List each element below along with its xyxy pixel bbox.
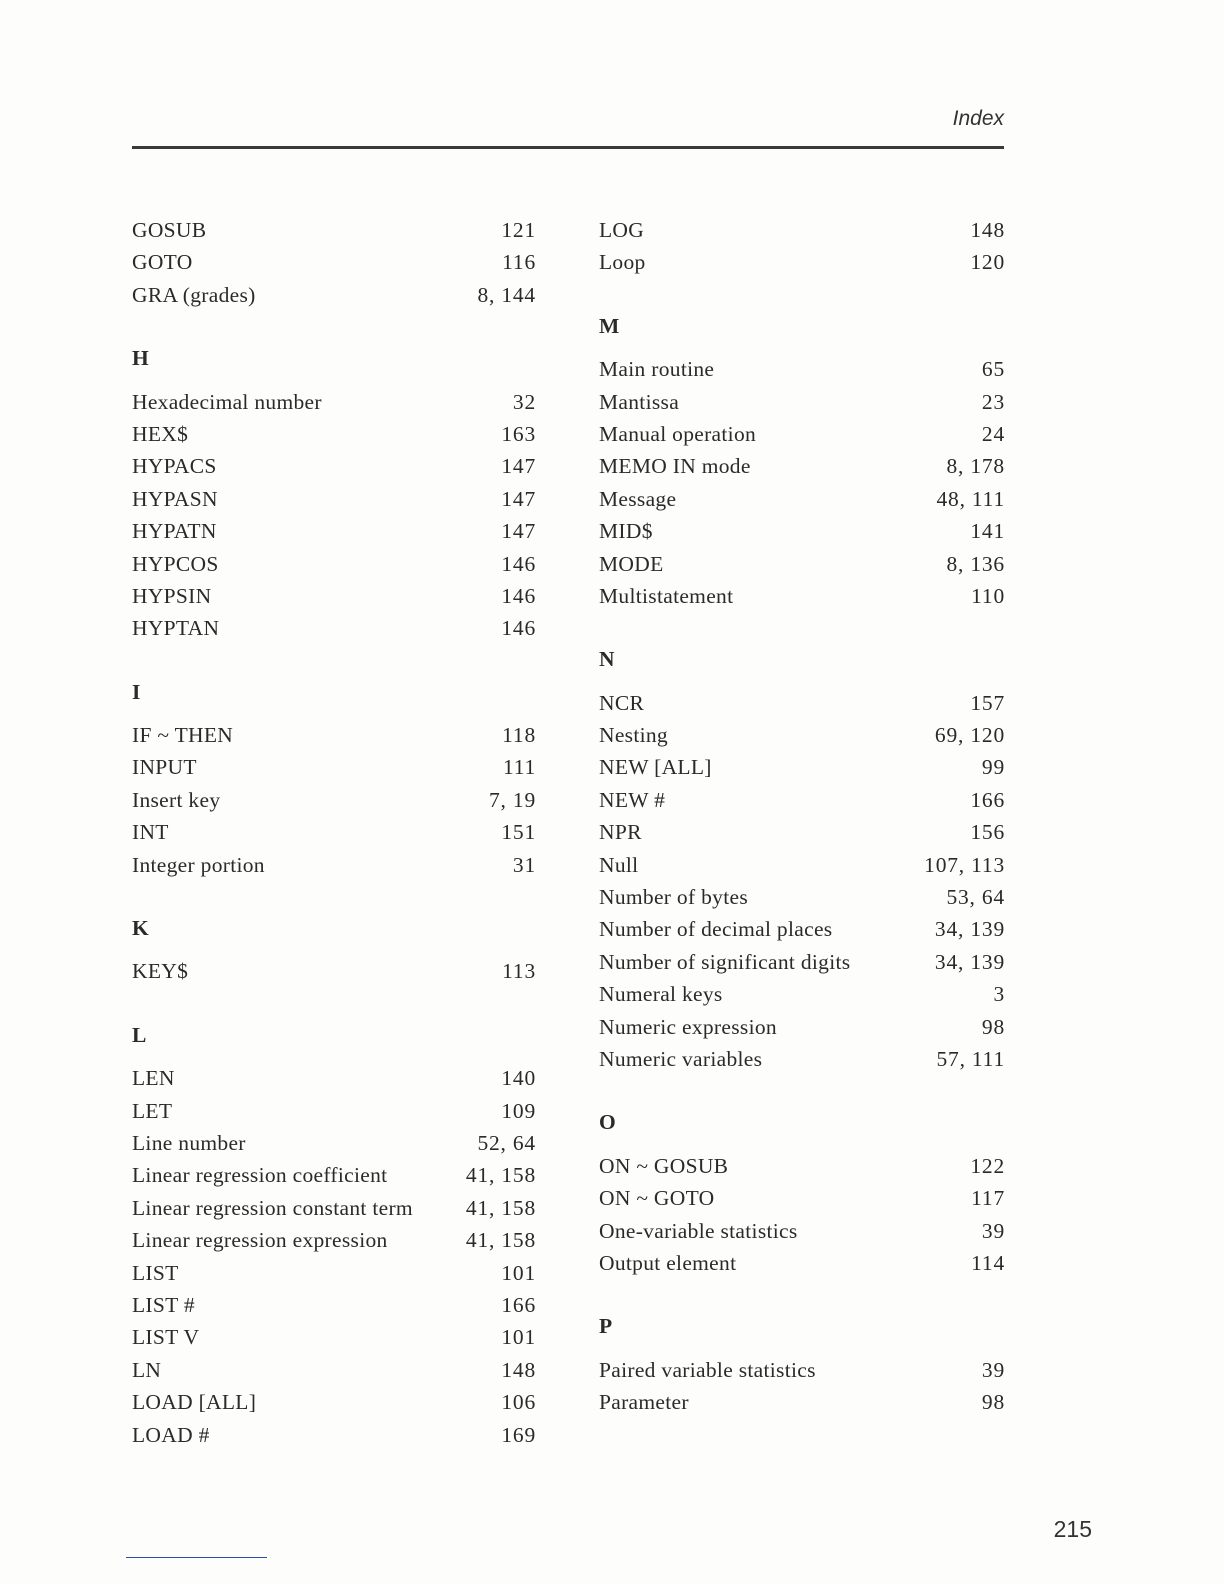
index-term: LOG xyxy=(599,218,645,242)
index-term: INT xyxy=(132,820,169,845)
index-term: LIST xyxy=(132,1260,179,1285)
index-entry xyxy=(132,386,536,418)
index-entry xyxy=(132,548,536,580)
index-term: LOAD # xyxy=(132,1422,210,1447)
index-entry xyxy=(599,483,1005,515)
index-pages: 52, 64 xyxy=(477,1130,536,1155)
section-letter: P xyxy=(599,1314,613,1339)
index-term: One-variable statistics xyxy=(599,1218,798,1243)
index-pages: 69, 120 xyxy=(934,723,1005,748)
index-pages: 41, 158 xyxy=(465,1195,536,1220)
index-pages: 146 xyxy=(501,616,536,641)
index-term: Linear regression constant term xyxy=(132,1195,413,1220)
index-term: Line number xyxy=(132,1130,246,1155)
index-term: HYPACS xyxy=(132,454,217,479)
index-term: Hexadecimal number xyxy=(132,389,322,414)
index-entry xyxy=(599,913,1005,945)
running-header-title: Index xyxy=(952,107,1004,130)
index-entry xyxy=(599,816,1005,848)
index-term: Message xyxy=(599,486,677,511)
index-pages: 114 xyxy=(971,1250,1005,1275)
index-pages: 23 xyxy=(981,389,1005,414)
index-entry xyxy=(599,515,1005,547)
index-term: Mantissa xyxy=(599,389,680,414)
index-entry xyxy=(599,1011,1005,1043)
index-term: HYPATN xyxy=(132,519,217,544)
page-number: 215 xyxy=(1053,1516,1092,1542)
index-term: IF ~ THEN xyxy=(132,723,234,748)
index-pages: 157 xyxy=(970,690,1005,715)
index-entry xyxy=(132,1192,536,1224)
index-pages: 39 xyxy=(981,1357,1005,1382)
index-term: LET xyxy=(132,1098,173,1123)
index-term: Parameter xyxy=(599,1390,689,1415)
index-term: Linear regression coefficient xyxy=(132,1163,388,1188)
index-term: Manual operation xyxy=(599,421,757,446)
index-term: Output element xyxy=(599,1250,737,1275)
section-letter: N xyxy=(599,647,615,672)
index-term: GRA (grades) xyxy=(132,282,256,307)
index-term: GOSUB xyxy=(132,218,207,242)
index-term: Paired variable statistics xyxy=(599,1357,816,1382)
index-term: HYPCOS xyxy=(132,551,219,576)
index-term: INPUT xyxy=(132,755,197,780)
index-term: Loop xyxy=(599,250,646,275)
index-pages: 166 xyxy=(970,787,1005,812)
index-entry xyxy=(599,214,1005,246)
index-entry xyxy=(599,784,1005,816)
index-pages: 41, 158 xyxy=(465,1163,536,1188)
index-pages: 8, 144 xyxy=(477,282,536,307)
index-term: Multistatement xyxy=(599,583,734,608)
index-pages: 7, 19 xyxy=(489,787,536,812)
index-pages: 113 xyxy=(502,959,536,984)
index-pages: 39 xyxy=(981,1218,1005,1243)
index-pages: 109 xyxy=(501,1098,536,1123)
index-pages: 41, 158 xyxy=(465,1228,536,1253)
index-pages: 99 xyxy=(981,755,1005,780)
index-pages: 116 xyxy=(502,250,536,275)
index-term: NEW # xyxy=(599,787,666,812)
index-entry xyxy=(599,1182,1005,1214)
index-pages: 31 xyxy=(512,852,536,877)
index-entry xyxy=(132,612,536,644)
index-term: LOAD [ALL] xyxy=(132,1390,257,1415)
index-term: HYPASN xyxy=(132,486,218,511)
index-pages: 65 xyxy=(981,357,1005,382)
index-entry xyxy=(599,849,1005,881)
index-pages: 53, 64 xyxy=(946,885,1005,910)
index-entry xyxy=(599,1043,1005,1075)
index-entry xyxy=(599,1215,1005,1247)
index-entry xyxy=(599,1247,1005,1279)
index-term: HEX$ xyxy=(132,421,189,446)
index-term: NPR xyxy=(599,820,642,845)
index-entry xyxy=(132,1095,536,1127)
index-pages: 34, 139 xyxy=(934,949,1005,974)
index-entry xyxy=(132,719,536,751)
index-entry xyxy=(132,279,536,311)
index-pages: 111 xyxy=(502,755,536,780)
index-term: Number of decimal places xyxy=(599,917,833,942)
index-term: GOTO xyxy=(132,250,193,275)
index-term: LEN xyxy=(132,1066,175,1091)
index-pages: 122 xyxy=(970,1153,1005,1178)
index-pages: 156 xyxy=(970,820,1005,845)
index-pages: 117 xyxy=(971,1186,1005,1211)
index-pages: 147 xyxy=(501,486,536,511)
index-entry xyxy=(599,687,1005,719)
section-letter: K xyxy=(132,916,149,941)
index-entry xyxy=(132,515,536,547)
index-pages: 120 xyxy=(970,250,1005,275)
index-pages: 101 xyxy=(501,1260,536,1285)
index-entry xyxy=(599,450,1005,482)
index-entry xyxy=(132,1257,536,1289)
index-entry xyxy=(599,386,1005,418)
index-pages: 163 xyxy=(501,421,536,446)
index-entry xyxy=(599,719,1005,751)
index-pages: 151 xyxy=(501,820,536,845)
index-term: HYPTAN xyxy=(132,616,220,641)
index-entry xyxy=(132,483,536,515)
index-entry xyxy=(132,580,536,612)
index-pages: 107, 113 xyxy=(924,852,1005,877)
index-pages: 98 xyxy=(981,1014,1005,1039)
index-entry xyxy=(599,1386,1005,1418)
index-term: ON ~ GOTO xyxy=(599,1186,715,1211)
index-entry xyxy=(132,214,536,246)
index-entry xyxy=(132,1159,536,1191)
index-entry xyxy=(132,849,536,881)
index-term: Main routine xyxy=(599,357,715,382)
index-entry xyxy=(132,246,536,278)
header-rule xyxy=(132,146,1004,149)
index-entry xyxy=(599,580,1005,612)
index-term: Insert key xyxy=(132,787,221,812)
index-entry xyxy=(132,1062,536,1094)
index-entry xyxy=(132,1419,536,1451)
index-pages: 146 xyxy=(501,551,536,576)
footer-rule xyxy=(126,1557,267,1558)
index-pages: 24 xyxy=(981,421,1005,446)
index-pages: 34, 139 xyxy=(934,917,1005,942)
index-term: Nesting xyxy=(599,723,668,748)
index-term: Numeric variables xyxy=(599,1046,763,1071)
index-pages: 148 xyxy=(501,1357,536,1382)
index-entry xyxy=(132,1321,536,1353)
index-entry xyxy=(599,548,1005,580)
section-letter: M xyxy=(599,313,620,338)
section-letter: I xyxy=(132,679,141,704)
index-term: ON ~ GOSUB xyxy=(599,1153,729,1178)
index-pages: 147 xyxy=(501,454,536,479)
index-pages: 148 xyxy=(970,218,1005,242)
section-letter: H xyxy=(132,346,149,371)
index-pages: 57, 111 xyxy=(936,1046,1005,1071)
index-term: MID$ xyxy=(599,519,653,544)
index-pages: 48, 111 xyxy=(936,486,1005,511)
index-entry xyxy=(599,1150,1005,1182)
index-term: Number of bytes xyxy=(599,885,748,910)
index-pages: 121 xyxy=(501,218,536,242)
index-term: LN xyxy=(132,1357,162,1382)
index-pages: 118 xyxy=(502,723,536,748)
index-entry xyxy=(132,1224,536,1256)
index-pages: 141 xyxy=(970,519,1005,544)
index-entry xyxy=(599,246,1005,278)
index-term: Numeral keys xyxy=(599,982,723,1007)
index-entry xyxy=(132,955,536,987)
index-pages: 98 xyxy=(981,1390,1005,1415)
index-pages: 169 xyxy=(501,1422,536,1447)
index-term: MEMO IN mode xyxy=(599,454,751,479)
index-entry xyxy=(599,978,1005,1010)
index-term: HYPSIN xyxy=(132,583,212,608)
index-pages: 3 xyxy=(993,982,1005,1007)
index-term: LIST V xyxy=(132,1325,200,1350)
index-pages: 8, 178 xyxy=(946,454,1005,479)
index-entry xyxy=(599,1354,1005,1386)
index-entry xyxy=(132,1127,536,1159)
index-column-right xyxy=(599,214,1005,1419)
index-pages: 8, 136 xyxy=(946,551,1005,576)
index-pages: 146 xyxy=(501,583,536,608)
index-pages: 101 xyxy=(501,1325,536,1350)
index-entry xyxy=(599,751,1005,783)
index-term: NCR xyxy=(599,690,645,715)
index-entry xyxy=(132,1386,536,1418)
section-letter: L xyxy=(132,1022,147,1047)
index-term: Numeric expression xyxy=(599,1014,777,1039)
index-entry xyxy=(132,418,536,450)
index-column-left xyxy=(132,214,536,1451)
index-entry xyxy=(132,450,536,482)
index-term: Number of significant digits xyxy=(599,949,851,974)
index-entry xyxy=(599,946,1005,978)
index-term: Integer portion xyxy=(132,852,265,877)
index-entry xyxy=(599,418,1005,450)
index-term: KEY$ xyxy=(132,959,189,984)
index-pages: 140 xyxy=(501,1066,536,1091)
index-entry xyxy=(132,1354,536,1386)
index-pages: 110 xyxy=(971,583,1005,608)
index-term: Null xyxy=(599,852,639,877)
index-pages: 32 xyxy=(512,389,536,414)
index-pages: 147 xyxy=(501,519,536,544)
index-entry xyxy=(599,881,1005,913)
index-pages: 106 xyxy=(501,1390,536,1415)
index-term: Linear regression expression xyxy=(132,1228,388,1253)
index-entry xyxy=(132,751,536,783)
index-term: LIST # xyxy=(132,1292,195,1317)
index-entry xyxy=(599,353,1005,385)
index-term: MODE xyxy=(599,551,664,576)
index-entry xyxy=(132,816,536,848)
section-letter: O xyxy=(599,1110,616,1135)
index-term: NEW [ALL] xyxy=(599,755,712,780)
index-entry xyxy=(132,1289,536,1321)
index-pages: 166 xyxy=(501,1292,536,1317)
index-entry xyxy=(132,784,536,816)
